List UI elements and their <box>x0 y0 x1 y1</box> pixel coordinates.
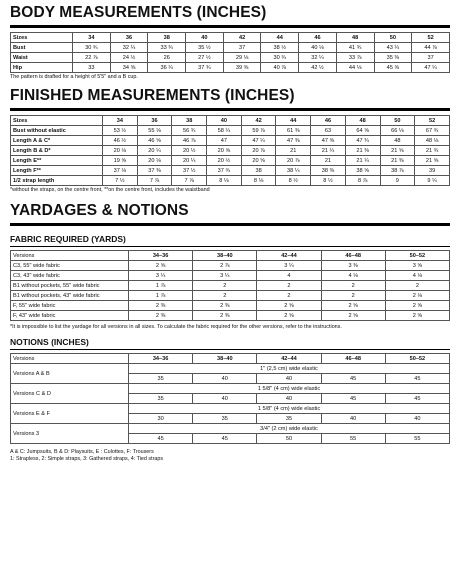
column-header: 44 <box>261 33 299 43</box>
table-cell: 45 <box>129 434 193 444</box>
table-cell: 37 <box>223 43 261 53</box>
column-header: 38–40 <box>193 354 257 364</box>
column-header: 38 <box>148 33 186 43</box>
body-measurements-title: BODY MEASUREMENTS (INCHES) <box>10 4 267 21</box>
table-cell: 38 ⅜ <box>311 166 346 176</box>
table-cell: 64 ⅝ <box>345 126 380 136</box>
table-cell: 2 <box>385 281 449 291</box>
finished-measurements-table <box>10 115 450 186</box>
table-cell: 2 ⅜ <box>193 311 257 321</box>
table-cell: 21 ¾ <box>415 146 450 156</box>
table-cell: 45 <box>385 374 449 384</box>
fabric-required-title: FABRIC REQUIRED (YARDS) <box>10 234 126 244</box>
table-cell: 66 ⅛ <box>380 126 415 136</box>
table-row <box>11 176 450 186</box>
table-cell: 55 <box>321 434 385 444</box>
table-cell: 63 <box>311 126 346 136</box>
table-cell: 46 ½ <box>103 136 138 146</box>
table-row <box>11 271 450 281</box>
table-cell: 2 <box>321 281 385 291</box>
table-cell: 2 <box>257 291 321 301</box>
table-cell: 7 ⅞ <box>137 176 172 186</box>
table-cell: 20 ⅛ <box>103 146 138 156</box>
body-measurements-table <box>10 32 450 73</box>
table-cell: 47 ¾ <box>345 136 380 146</box>
table-cell: 38 ¼ <box>276 166 311 176</box>
table-cell: 2 ⅝ <box>385 311 449 321</box>
column-header: 42 <box>223 33 261 43</box>
table-cell: 38 <box>241 166 276 176</box>
row-label: Length E** <box>11 156 103 166</box>
table-cell: 2 ⅝ <box>257 311 321 321</box>
table-cell: 42 ½ <box>299 63 337 73</box>
column-header: 48 <box>336 33 374 43</box>
elastic-description: 3/4" (2 cm) wide elastic <box>129 424 450 434</box>
table-cell: 40 ⅛ <box>299 43 337 53</box>
table-cell: 20 ⅞ <box>241 146 276 156</box>
table-row <box>11 311 450 321</box>
table-cell: 40 <box>321 414 385 424</box>
column-header: 52 <box>415 116 450 126</box>
column-header: 46–48 <box>321 251 385 261</box>
table-cell: 20 ½ <box>172 146 207 156</box>
column-header: 34–36 <box>129 251 193 261</box>
table-row <box>11 126 450 136</box>
table-cell: 30 ¾ <box>261 53 299 63</box>
finished-note: *without the straps, on the centre front, **on the centre front, includes the waistband <box>10 187 210 193</box>
row-label: Versions C & D <box>11 384 129 404</box>
table-cell: 40 <box>385 414 449 424</box>
column-header: 44 <box>276 116 311 126</box>
row-label: Hip <box>11 63 73 73</box>
table-cell: 40 ⅞ <box>261 63 299 73</box>
table-cell: 2 ⅝ <box>321 311 385 321</box>
table-cell: 3 ¼ <box>129 271 193 281</box>
table-cell: 2 ⅝ <box>385 301 449 311</box>
column-header: Versions <box>11 251 129 261</box>
table-cell: 37 ¾ <box>186 63 224 73</box>
column-header: 34 <box>103 116 138 126</box>
table-row <box>11 53 450 63</box>
table-row <box>11 166 450 176</box>
table-row <box>11 261 450 271</box>
notions-table <box>10 353 450 444</box>
table-cell: 2 ⅝ <box>321 301 385 311</box>
elastic-description: 1" (2,5 cm) wide elastic <box>129 364 450 374</box>
table-cell: 35 <box>193 414 257 424</box>
column-header: 50 <box>374 33 412 43</box>
row-label: Bust <box>11 43 73 53</box>
column-header: 50–52 <box>385 354 449 364</box>
column-header: Versions <box>11 354 129 364</box>
table-header-row <box>11 33 450 43</box>
column-header: Sizes <box>11 116 103 126</box>
table-row <box>11 291 450 301</box>
column-header: 42–44 <box>257 251 321 261</box>
column-header: 46 <box>311 116 346 126</box>
table-cell: 48 <box>380 136 415 146</box>
row-label: C3, 55" wide fabric <box>11 261 129 271</box>
row-label: Length A & C* <box>11 136 103 146</box>
table-cell: 24 ½ <box>110 53 148 63</box>
table-row <box>11 156 450 166</box>
table-cell: 20 ¼ <box>137 146 172 156</box>
table-cell: 32 ¼ <box>299 53 337 63</box>
table-header-row <box>11 354 450 364</box>
table-cell: 21 <box>311 156 346 166</box>
column-header: 50 <box>380 116 415 126</box>
table-cell: 45 <box>321 374 385 384</box>
table-cell: 2 ⅜ <box>129 301 193 311</box>
row-label: B1 without pockets, 43" wide fabric <box>11 291 129 301</box>
table-header-row <box>11 116 450 126</box>
table-cell: 33 <box>73 63 111 73</box>
table-cell: 26 <box>148 53 186 63</box>
column-header: 38 <box>172 116 207 126</box>
table-cell: 39 <box>415 166 450 176</box>
finished-measurements-title: FINISHED MEASUREMENTS (INCHES) <box>10 87 295 104</box>
table-cell: 9 ¼ <box>415 176 450 186</box>
table-cell: 20 ⅝ <box>207 146 242 156</box>
table-cell: 33 ⅞ <box>336 53 374 63</box>
column-header: 40 <box>207 116 242 126</box>
table-cell: 38 ⅞ <box>380 166 415 176</box>
table-cell: 21 ⅜ <box>345 146 380 156</box>
table-cell: 19 ⅝ <box>103 156 138 166</box>
row-label: Length B & D* <box>11 146 103 156</box>
table-cell: 4 ⅛ <box>321 271 385 281</box>
footnote-versions: A & C: Jumpsuits, B & D: Playsuits, E : Culottes, F: Trousers <box>10 449 154 455</box>
table-cell: 40 <box>257 374 321 384</box>
table-cell: 47 ¼ <box>412 63 450 73</box>
table-cell: 47 ¼ <box>241 136 276 146</box>
table-cell: 21 ⅝ <box>380 146 415 156</box>
elastic-description: 1 5/8" (4 cm) wide elastic <box>129 404 450 414</box>
table-cell: 45 <box>385 394 449 404</box>
table-cell: 56 ¾ <box>172 126 207 136</box>
table-cell: 4 <box>257 271 321 281</box>
table-row <box>11 384 450 394</box>
table-cell: 35 ½ <box>186 43 224 53</box>
table-cell: 3 ⅝ <box>385 261 449 271</box>
table-row <box>11 424 450 434</box>
column-header: 48 <box>345 116 380 126</box>
table-cell: 67 ¾ <box>415 126 450 136</box>
table-cell: 58 ¼ <box>207 126 242 136</box>
row-label: B1 without pockets, 55" wide fabric <box>11 281 129 291</box>
table-cell: 37 ¾ <box>207 166 242 176</box>
table-cell: 29 ⅛ <box>223 53 261 63</box>
table-cell: 2 ⅞ <box>193 261 257 271</box>
table-cell: 45 <box>321 394 385 404</box>
table-cell: 32 ¼ <box>110 43 148 53</box>
table-cell: 55 ⅛ <box>137 126 172 136</box>
column-header: 46–48 <box>321 354 385 364</box>
table-cell: 39 ⅜ <box>223 63 261 73</box>
column-header: 52 <box>412 33 450 43</box>
table-cell: 33 ¾ <box>148 43 186 53</box>
table-cell: 40 <box>193 374 257 384</box>
column-header: 36 <box>110 33 148 43</box>
table-cell: 44 ⅞ <box>412 43 450 53</box>
table-cell: 20 ⅛ <box>137 156 172 166</box>
table-cell: 48 ⅛ <box>415 136 450 146</box>
table-cell: 37 ⅜ <box>137 166 172 176</box>
table-cell: 2 ⅜ <box>129 311 193 321</box>
table-cell: 3 ¼ <box>257 261 321 271</box>
table-cell: 2 ⅝ <box>257 301 321 311</box>
table-cell: 21 <box>276 146 311 156</box>
row-label: F, 55" wide fabric <box>11 301 129 311</box>
column-header: 50–52 <box>385 251 449 261</box>
table-cell: 21 ⅝ <box>415 156 450 166</box>
table-cell: 59 ⅞ <box>241 126 276 136</box>
table-cell: 20 ⅝ <box>241 156 276 166</box>
table-row <box>11 63 450 73</box>
table-cell: 9 <box>380 176 415 186</box>
row-label: F, 43" wide fabric <box>11 311 129 321</box>
row-label: Length F** <box>11 166 103 176</box>
table-cell: 2 ⅝ <box>129 261 193 271</box>
table-cell: 4 ⅛ <box>385 271 449 281</box>
table-cell: 35 <box>129 394 193 404</box>
column-header: 38–40 <box>193 251 257 261</box>
table-cell: 46 ⅝ <box>137 136 172 146</box>
table-cell: 22 ⅞ <box>73 53 111 63</box>
table-cell: 47 ⅝ <box>311 136 346 146</box>
column-header: 34–36 <box>129 354 193 364</box>
notions-title: NOTIONS (INCHES) <box>10 337 89 347</box>
table-cell: 41 ¾ <box>336 43 374 53</box>
size-chart-page <box>10 0 450 463</box>
table-cell: 38 ½ <box>261 43 299 53</box>
table-cell: 40 <box>193 394 257 404</box>
table-cell: 2 <box>193 281 257 291</box>
table-cell: 55 <box>385 434 449 444</box>
table-row <box>11 281 450 291</box>
table-cell: 35 ⅜ <box>374 53 412 63</box>
row-label: Versions E & F <box>11 404 129 424</box>
table-cell: 37 ½ <box>172 166 207 176</box>
table-cell: 30 ¾ <box>73 43 111 53</box>
table-header-row <box>11 251 450 261</box>
table-cell: 2 ⅛ <box>385 291 449 301</box>
row-label: Waist <box>11 53 73 63</box>
row-label: Versions 3 <box>11 424 129 444</box>
table-cell: 21 ⅜ <box>380 156 415 166</box>
table-cell: 35 <box>257 414 321 424</box>
table-cell: 37 ⅛ <box>103 166 138 176</box>
column-header: 40 <box>186 33 224 43</box>
table-cell: 30 <box>129 414 193 424</box>
table-cell: 45 <box>193 434 257 444</box>
table-cell: 8 ⅛ <box>207 176 242 186</box>
table-cell: 46 ⅞ <box>172 136 207 146</box>
table-cell: 21 ¼ <box>311 146 346 156</box>
table-cell: 50 <box>257 434 321 444</box>
table-cell: 7 ⅞ <box>172 176 207 186</box>
row-label: 1/2 strap length <box>11 176 103 186</box>
table-cell: 47 <box>207 136 242 146</box>
table-cell: 35 <box>129 374 193 384</box>
column-header: Sizes <box>11 33 73 43</box>
table-cell: 38 ⅝ <box>345 166 380 176</box>
table-cell: 53 ½ <box>103 126 138 136</box>
table-row <box>11 364 450 374</box>
table-cell: 8 ½ <box>311 176 346 186</box>
table-cell: 43 ¼ <box>374 43 412 53</box>
table-cell: 7 ½ <box>103 176 138 186</box>
row-label: Bust without elastic <box>11 126 103 136</box>
table-cell: 1 ⅞ <box>129 291 193 301</box>
yardages-title: YARDAGES & NOTIONS <box>10 202 189 219</box>
table-cell: 20 ¼ <box>172 156 207 166</box>
table-cell: 3 ¼ <box>193 271 257 281</box>
fabric-required-table <box>10 250 450 321</box>
table-cell: 27 ½ <box>186 53 224 63</box>
column-header: 42–44 <box>257 354 321 364</box>
table-cell: 1 ⅞ <box>129 281 193 291</box>
column-header: 42 <box>241 116 276 126</box>
table-cell: 61 ⅜ <box>276 126 311 136</box>
row-label: C3, 43" wide fabric <box>11 271 129 281</box>
table-row <box>11 301 450 311</box>
row-label: Versions A & B <box>11 364 129 384</box>
column-header: 36 <box>137 116 172 126</box>
table-cell: 2 <box>257 281 321 291</box>
fabric-note: *It is impossible to list the yardage for all versions in all sizes. To calculate the fabric required for the other versions, refer to the instructions. <box>10 324 342 330</box>
table-cell: 8 ½ <box>276 176 311 186</box>
table-cell: 34 ⅝ <box>110 63 148 73</box>
table-cell: 40 <box>257 394 321 404</box>
table-row <box>11 136 450 146</box>
table-cell: 2 <box>321 291 385 301</box>
table-cell: 21 ¼ <box>345 156 380 166</box>
column-header: 46 <box>299 33 337 43</box>
table-cell: 47 ⅜ <box>276 136 311 146</box>
table-cell: 44 ⅛ <box>336 63 374 73</box>
table-row <box>11 404 450 414</box>
table-cell: 2 ⅜ <box>193 301 257 311</box>
footnote-straps: 1: Strapless, 2: Simple straps, 3: Gathered straps, 4: Tied straps <box>10 456 164 462</box>
table-cell: 2 <box>193 291 257 301</box>
elastic-description: 1 5/8" (4 cm) wide elastic <box>129 384 450 394</box>
body-note: The pattern is drafted for a height of 5'5" and a B cup. <box>10 74 138 80</box>
table-cell: 8 ⅛ <box>241 176 276 186</box>
table-cell: 20 ⅞ <box>276 156 311 166</box>
table-cell: 36 ¼ <box>148 63 186 73</box>
table-cell: 20 ½ <box>207 156 242 166</box>
table-cell: 45 ⅝ <box>374 63 412 73</box>
table-cell: 8 ⅞ <box>345 176 380 186</box>
table-cell: 3 ⅜ <box>321 261 385 271</box>
table-row <box>11 146 450 156</box>
table-row <box>11 43 450 53</box>
column-header: 34 <box>73 33 111 43</box>
table-cell: 37 <box>412 53 450 63</box>
